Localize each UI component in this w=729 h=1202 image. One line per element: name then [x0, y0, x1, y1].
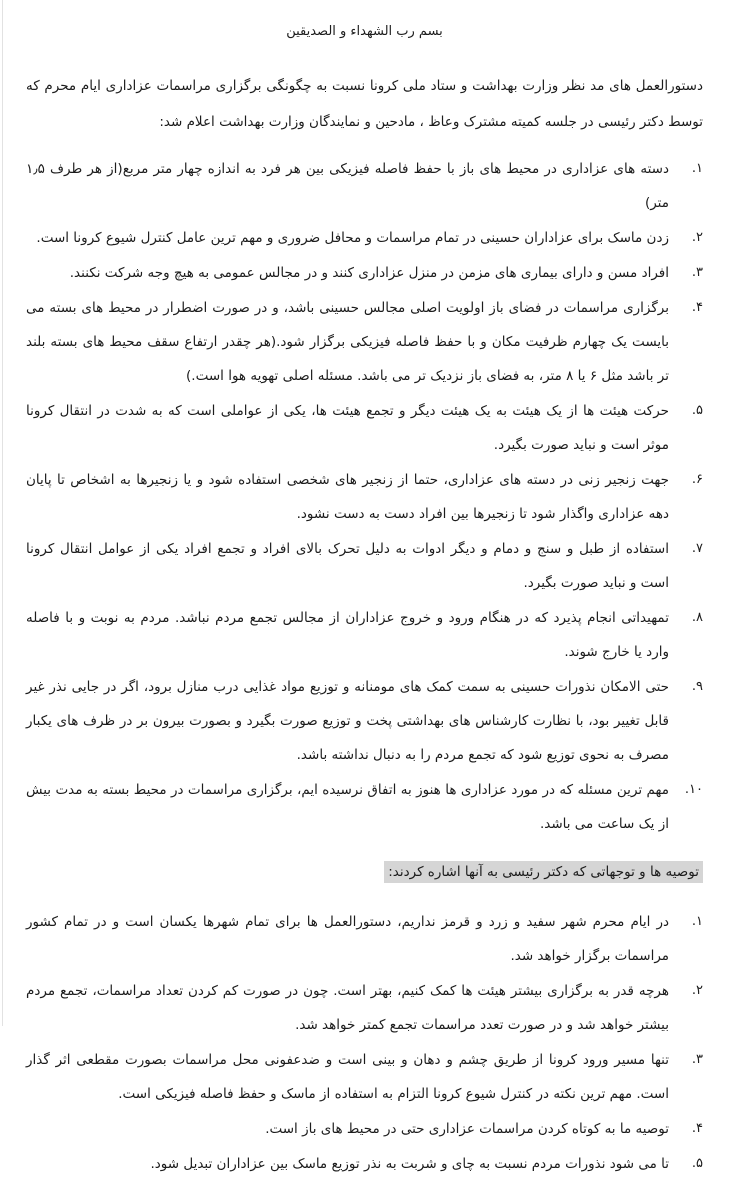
item-number: ۹. — [691, 679, 703, 694]
item-text: مهم ترین مسئله که در مورد عزاداری ها هنوز به اتفاق نرسیده ایم، برگزاری مراسمات در محیط بسته به مدت بیش از یک ساعت می باشد. — [26, 782, 669, 832]
list-item — [26, 773, 703, 841]
list-item — [26, 670, 703, 772]
item-text: زدن ماسک برای عزاداران حسینی در تمام مراسمات و محافل ضروری و مهم ترین عامل کنترل شیوع کرونا است. — [36, 230, 669, 246]
item-number: ۳. — [691, 265, 703, 280]
list-item — [26, 463, 703, 531]
item-text: تنها مسیر ورود کرونا از طریق چشم و دهان و بینی است و ضدعفونی محل مراسمات بصورت مقطعی اثر گذار است. مهم ترین نکته در کنترل شیوع کرونا التزام به استفاده از ماسک و حفظ فاصله فیزیکی است. — [26, 1052, 669, 1102]
list-item — [26, 1043, 703, 1111]
recommendations-list — [26, 905, 703, 1181]
item-text: هرچه قدر به برگزاری بیشتر هیئت ها کمک کنیم، بهتر است. چون در صورت کم کردن تعداد مراسمات، تجمع مردم بیشتر خواهد شد و در صورت تعدد مراسمات تجمع کمتر خواهد شد. — [26, 983, 669, 1033]
list-item — [26, 974, 703, 1042]
list-item — [26, 532, 703, 600]
scan-edge-line — [2, 0, 3, 1026]
item-text: استفاده از طبل و سنج و دمام و دیگر ادوات به دلیل تحرک بالای افراد و تجمع افراد یکی از عوامل انتقال کرونا است و نباید صورت بگیرد. — [26, 541, 669, 591]
list-item — [26, 905, 703, 973]
item-number: ۴. — [691, 1121, 703, 1136]
item-number: ۲. — [691, 983, 703, 998]
item-text: دسته های عزاداری در محیط های باز با حفظ فاصله فیزیکی بین هر فرد به اندازه چهار متر مربع(از هر طرف ۱٫۵ متر) — [26, 161, 669, 211]
item-number: ۴. — [691, 300, 703, 315]
item-text: تا می شود نذورات مردم نسبت به چای و شربت به نذر توزیع ماسک بین عزاداران تبدیل شود. — [150, 1156, 669, 1172]
item-number: ۸. — [691, 610, 703, 625]
item-text: تمهیداتی انجام پذیرد که در هنگام ورود و خروج عزاداران از مجالس تجمع مردم نباشد. مردم به نوبت و با فاصله وارد یا خارج شوند. — [26, 610, 669, 660]
bismillah-heading: بسم رب الشهداء و الصدیقین — [286, 24, 443, 39]
item-text: توصیه ما به کوتاه کردن مراسمات عزاداری حتی در محیط های باز است. — [265, 1121, 669, 1137]
item-number: ۱. — [691, 914, 703, 929]
item-number: ۶. — [691, 472, 703, 487]
item-number: ۵. — [691, 1156, 703, 1171]
item-number: ۲. — [691, 230, 703, 245]
list-item — [26, 221, 703, 255]
list-item — [26, 601, 703, 669]
item-text: افراد مسن و دارای بیماری های مزمن در منزل عزاداری کنند و در مجالس عمومی به هیچ وجه شرکت نکنند. — [69, 265, 669, 281]
highlighted-text: توصیه ها و توجهاتی که دکتر رئیسی به آنها اشاره کردند: — [384, 861, 703, 883]
item-number: ۳. — [691, 1052, 703, 1067]
guidelines-list — [26, 152, 703, 841]
item-number: ۱۰. — [684, 782, 703, 797]
item-text: حرکت هیئت ها از یک هیئت به یک هیئت دیگر و تجمع هیئت ها، یکی از عواملی است که به شدت در انتقال کرونا موثر است و نباید صورت بگیرد. — [26, 403, 669, 453]
item-number: ۷. — [691, 541, 703, 556]
list-item — [26, 291, 703, 393]
list-item — [26, 152, 703, 220]
list-item — [26, 1147, 703, 1181]
list-item — [26, 256, 703, 290]
intro-paragraph: دستورالعمل های مد نظر وزارت بهداشت و ستاد ملی کرونا نسبت به چگونگی برگزاری مراسمات عزاداری ایام محرم که توسط دکتر رئیسی در جلسه کمیته مشترک وعاظ ، مادحین و نمایندگان وزارت بهداشت اعلام شد: — [26, 78, 703, 130]
list-item — [26, 1112, 703, 1146]
item-text: در ایام محرم شهر سفید و زرد و قرمز نداریم، دستورالعمل ها برای تمام شهرها یکسان است و در تمام کشور مراسمات برگزار خواهد شد. — [26, 914, 669, 964]
recommendations-heading — [26, 857, 703, 887]
item-number: ۱. — [691, 161, 703, 176]
item-text: برگزاری مراسمات در فضای باز اولویت اصلی مجالس حسینی باشد، و در صورت اضطرار در محیط های بسته می بایست یک چهارم ظرفیت مکان و با حفظ فاصله فیزیکی برگزار شود.(هر چقدر ارتفاع سقف محیط های بسته بلند تر باشد مثل ۶ یا ۸ متر، به فضای باز نزدیک تر می باشد. مسئله اصلی تهویه هوا است.) — [26, 300, 669, 384]
list-item — [26, 394, 703, 462]
item-text: حتی الامکان نذورات حسینی به سمت کمک های مومنانه و توزیع مواد غذایی درب منازل برود، اگر در جایی نذر غیر قابل تغییر بود، با نظارت کارشناس های بهداشتی پخت و توزیع صورت بگیرد و بصورت بیرون بر در ظرف های یکبار مصرف به نحوی توزیع شود که تجمع مردم را به دنبال نداشته باشد. — [26, 679, 669, 763]
item-number: ۵. — [691, 403, 703, 418]
item-text: جهت زنجیر زنی در دسته های عزاداری، حتما از زنجیر های شخصی استفاده شود و یا زنجیرها به اشخاص تا پایان دهه عزاداری واگذار شود تا زنجیرها بین افراد دست به دست نشود. — [26, 472, 669, 522]
